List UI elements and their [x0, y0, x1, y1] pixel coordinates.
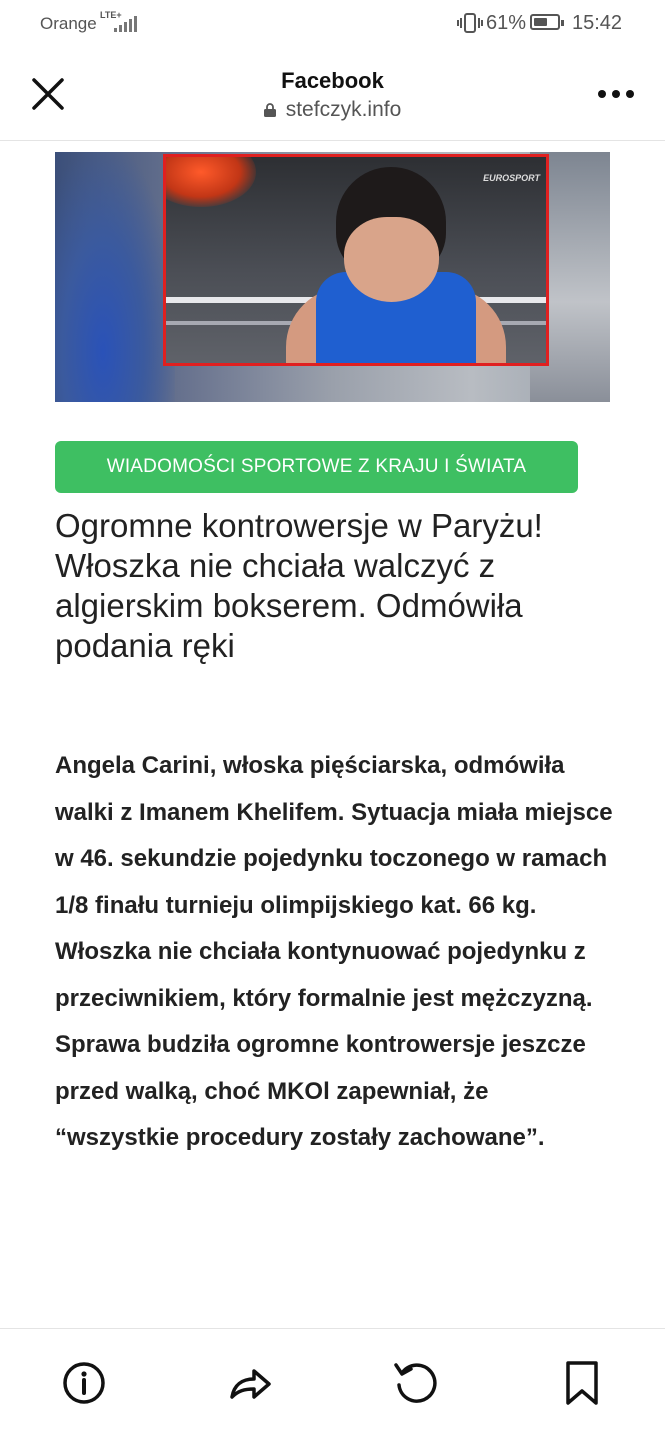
clock: 15:42 [572, 12, 623, 34]
article-image [55, 152, 610, 402]
bottom-toolbar [0, 1328, 665, 1441]
url-text: stefczyk.info [285, 98, 402, 121]
browser-header [0, 52, 665, 141]
share-icon[interactable] [226, 1359, 274, 1407]
battery-icon [530, 14, 560, 30]
network-type: LTE+ [100, 10, 122, 20]
article-lead: Angela Carini, włoska pięściarska, odmówiła walki z Imanem Khelifem. Sytuacja miała miejsce w 46. sekundzie pojedynku toczonego w ramach 1/8 finału turnieju olimpijskiego kat. 66 kg. Włoszka nie chciała kontynuować pojedynku z przeciwnikiem, który formalnie jest mężczyzną. Sprawa budziła ogromne kontrowersje jeszcze przed walką, choć MKOl zapewniał, że “wszystkie procedury zostały zachowane”. [55, 752, 613, 1151]
signal-icon [106, 14, 138, 32]
info-icon[interactable] [60, 1359, 108, 1407]
reload-icon[interactable] [392, 1359, 440, 1407]
battery-percent: 61% [486, 12, 527, 34]
status-bar [0, 0, 665, 48]
carrier-name: Orange [40, 14, 97, 33]
category-badge[interactable]: WIADOMOŚCI SPORTOWE Z KRAJU I ŚWIATA [55, 441, 578, 493]
boxer-photo [163, 154, 549, 366]
bookmark-icon[interactable] [558, 1359, 606, 1407]
more-options-button[interactable] [594, 86, 638, 102]
lock-icon [264, 103, 276, 117]
more-icon [598, 90, 606, 98]
vibrate-icon [457, 12, 483, 34]
broadcaster-watermark: EUROSPORT [483, 173, 540, 183]
page-title: Facebook [281, 68, 384, 93]
article-title: Ogromne kontrowersje w Paryżu! Włoszka nie chciała walczyć z algierskim bokserem. Odmówiła podania ręki [55, 507, 543, 664]
url-bar[interactable] [0, 98, 665, 122]
